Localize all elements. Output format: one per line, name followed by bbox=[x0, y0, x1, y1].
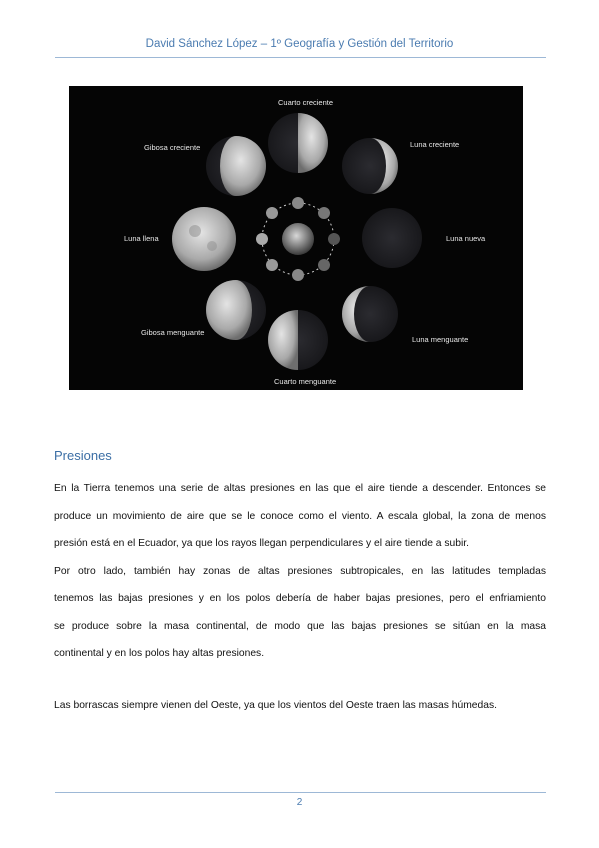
moon-waxing-crescent bbox=[342, 138, 398, 194]
paragraph-line: En la Tierra tenemos una serie de altas presiones en las que el aire tiende a descender. Entonces se bbox=[54, 483, 546, 494]
paragraph-line: continental y en los polos hay altas presiones. bbox=[54, 648, 265, 659]
label-full-moon: Luna llena bbox=[124, 234, 159, 243]
moon-phases-figure bbox=[69, 86, 523, 390]
paragraph-line: Por otro lado, también hay zonas de altas presiones subtropicales, en las latitudes templadas bbox=[54, 565, 546, 577]
label-last-quarter: Cuarto menguante bbox=[274, 377, 337, 386]
label-waning-crescent: Luna menguante bbox=[412, 335, 469, 344]
body-text bbox=[54, 475, 546, 668]
header-divider bbox=[55, 57, 546, 58]
label-new-moon: Luna nueva bbox=[446, 234, 486, 243]
paragraph-line: produce un movimiento de aire que se le conoce como el viento. A escala global, la zona de menos bbox=[54, 510, 546, 522]
label-first-quarter: Cuarto creciente bbox=[278, 98, 334, 107]
paragraph-line: presión está en el Ecuador, ya que los rayos llegan perpendiculares y el aire tiende a subir. bbox=[54, 538, 469, 549]
label-waxing-crescent: Luna creciente bbox=[410, 140, 460, 149]
moon-last-quarter bbox=[268, 310, 328, 370]
footer-divider bbox=[55, 792, 546, 793]
moon-first-quarter bbox=[268, 113, 328, 173]
closing-paragraph: Las borrascas siempre vienen del Oeste, ya que los vientos del Oeste traen las masas húmedas. bbox=[54, 700, 497, 711]
moon-waning-crescent bbox=[342, 286, 398, 342]
page-header: David Sánchez López – 1º Geografía y Gestión del Territorio bbox=[145, 38, 454, 50]
paragraph-line: tenemos las bajas presiones y en los polos debería de haber bajas presiones, pero el enfriamiento bbox=[54, 593, 546, 604]
label-waxing-gibbous: Gibosa creciente bbox=[144, 143, 201, 152]
moon-phases-diagram bbox=[69, 86, 523, 390]
label-waning-gibbous: Gibosa menguante bbox=[141, 328, 205, 337]
moon-waning-gibbous bbox=[206, 280, 266, 340]
moon-full bbox=[172, 207, 236, 271]
earth-orbit bbox=[256, 197, 340, 281]
page-number: 2 bbox=[296, 797, 303, 808]
paragraph-line: se produce sobre la masa continental, de modo que las bajas presiones se sitúan en la masa bbox=[54, 620, 546, 632]
section-title: Presiones bbox=[54, 448, 112, 463]
moon-waxing-gibbous bbox=[206, 136, 266, 196]
moon-new bbox=[362, 208, 422, 268]
